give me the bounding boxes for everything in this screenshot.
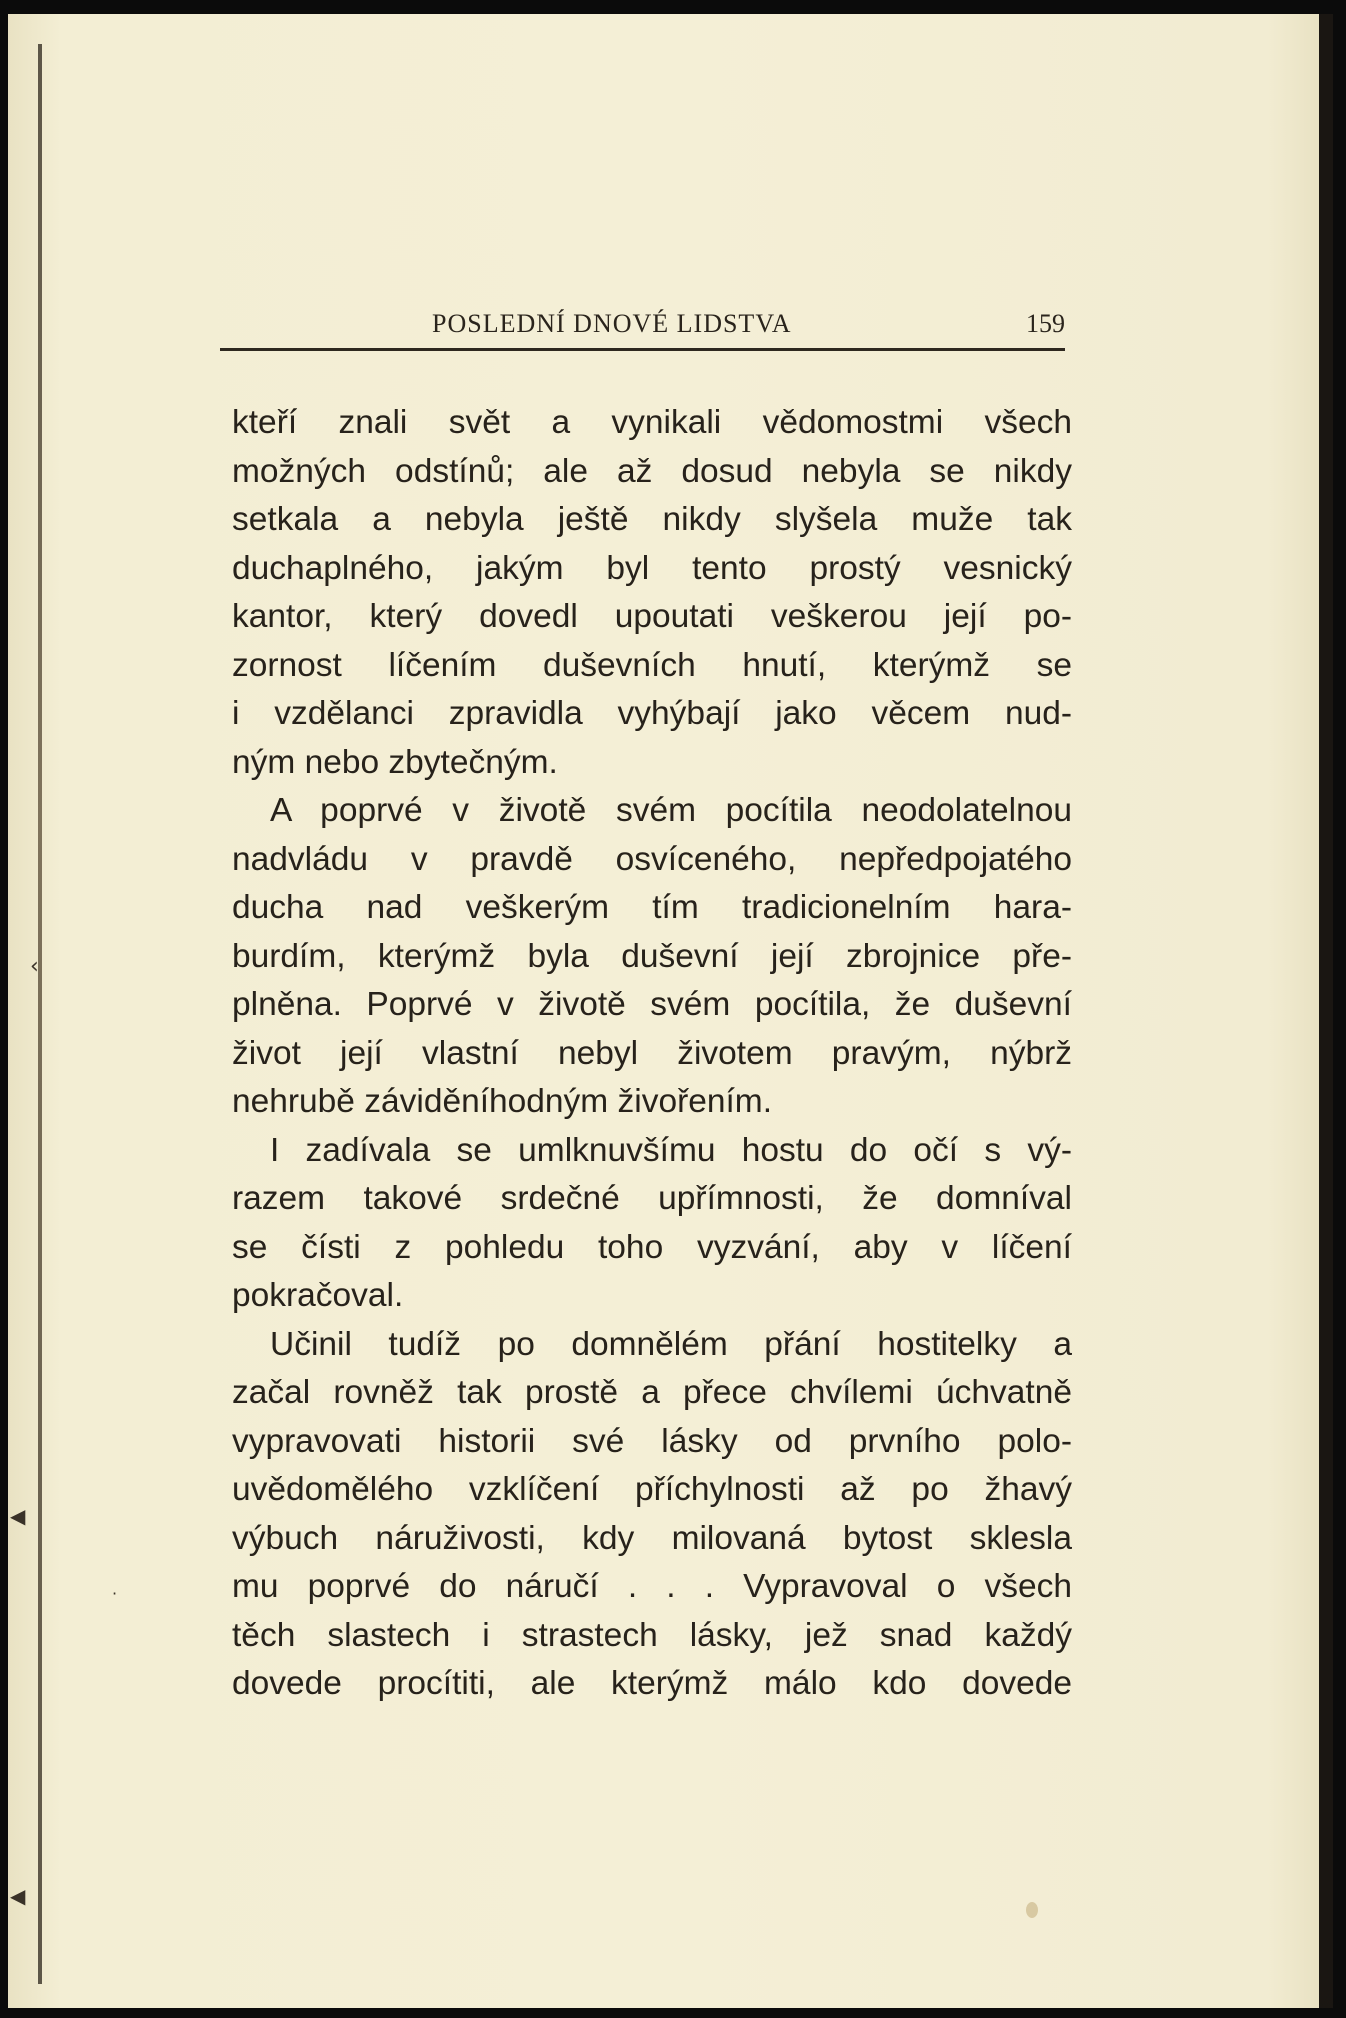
text-line: se čísti z pohledu toho vyzvání, aby v líčení	[232, 1228, 1072, 1266]
text-line: kteří znali svět a vynikali vědomostmi všech	[232, 404, 1072, 441]
text-line: kantor, který dovedl upoutati veškerou její po-	[232, 598, 1072, 635]
text-line: nehrubě záviděníhodným živořením.	[232, 1083, 773, 1120]
text-line: plněna. Poprvé v životě svém pocítila, že duševní	[232, 986, 1072, 1023]
text-line: setkala a nebyla ještě nikdy slyšela muže tak	[232, 501, 1072, 538]
text-line: dovede procítiti, ale kterýmž málo kdo dovede	[232, 1665, 1072, 1702]
text-line: uvědomělého vzklíčení příchylnosti až po žhavý	[232, 1471, 1072, 1508]
page-gutter-edge	[38, 44, 42, 1984]
text-line: pokračoval.	[232, 1277, 404, 1314]
running-title: POSLEDNÍ DNOVÉ LIDSTVA	[432, 309, 792, 338]
margin-arrow-icon: ◀	[10, 1884, 26, 1908]
text-line: vypravovati historii své lásky od prvního polo-	[232, 1422, 1072, 1460]
text-line: ducha nad veškerým tím tradicionelním hara-	[232, 889, 1072, 926]
margin-arrow-icon: ◀	[10, 1504, 26, 1528]
text-line: život její vlastní nebyl životem pravým, nýbrž	[232, 1034, 1072, 1072]
page-right-edge	[1319, 14, 1333, 2008]
text-line: zornost líčením duševních hnutí, kterýmž se	[232, 646, 1072, 684]
text-line: I zadívala se umlknuvšímu hostu do očí s vý-	[270, 1131, 1072, 1169]
margin-dot-icon: ·	[112, 1584, 118, 1603]
book-page	[8, 14, 1333, 2008]
text-line: i vzdělanci zpravidla vyhýbají jako věcem nud-	[232, 695, 1072, 732]
text-line: burdím, kterýmž byla duševní její zbrojnice pře-	[232, 937, 1072, 975]
text-line: A poprvé v životě svém pocítila neodolatelnou	[270, 792, 1072, 829]
text-line: duchaplného, jakým byl tento prostý vesnický	[232, 549, 1072, 587]
text-line: Učinil tudíž po domnělém přání hostitelky a	[270, 1325, 1072, 1363]
paper-stain	[1026, 1902, 1038, 1918]
text-line: možných odstínů; ale až dosud nebyla se nikdy	[232, 452, 1072, 490]
text-line: začal rovněž tak prostě a přece chvílemi úchvatně	[232, 1374, 1072, 1411]
text-line: nadvládu v pravdě osvíceného, nepředpojatého	[232, 840, 1072, 878]
text-line: ným nebo zbytečným.	[232, 743, 558, 781]
text-line: výbuch náruživosti, kdy milovaná bytost sklesla	[232, 1519, 1072, 1557]
header-rule	[220, 348, 1065, 351]
text-line: mu poprvé do náručí . . . Vypravoval o všech	[232, 1568, 1072, 1605]
body-text	[232, 399, 1072, 1709]
page-number: 159	[1026, 309, 1065, 338]
text-line: razem takové srdečné upřímnosti, že domníval	[232, 1180, 1072, 1217]
page-header	[220, 304, 1065, 352]
margin-speck-icon: ‹	[30, 954, 39, 979]
text-line: těch slastech i strastech lásky, jež snad každý	[232, 1616, 1072, 1654]
